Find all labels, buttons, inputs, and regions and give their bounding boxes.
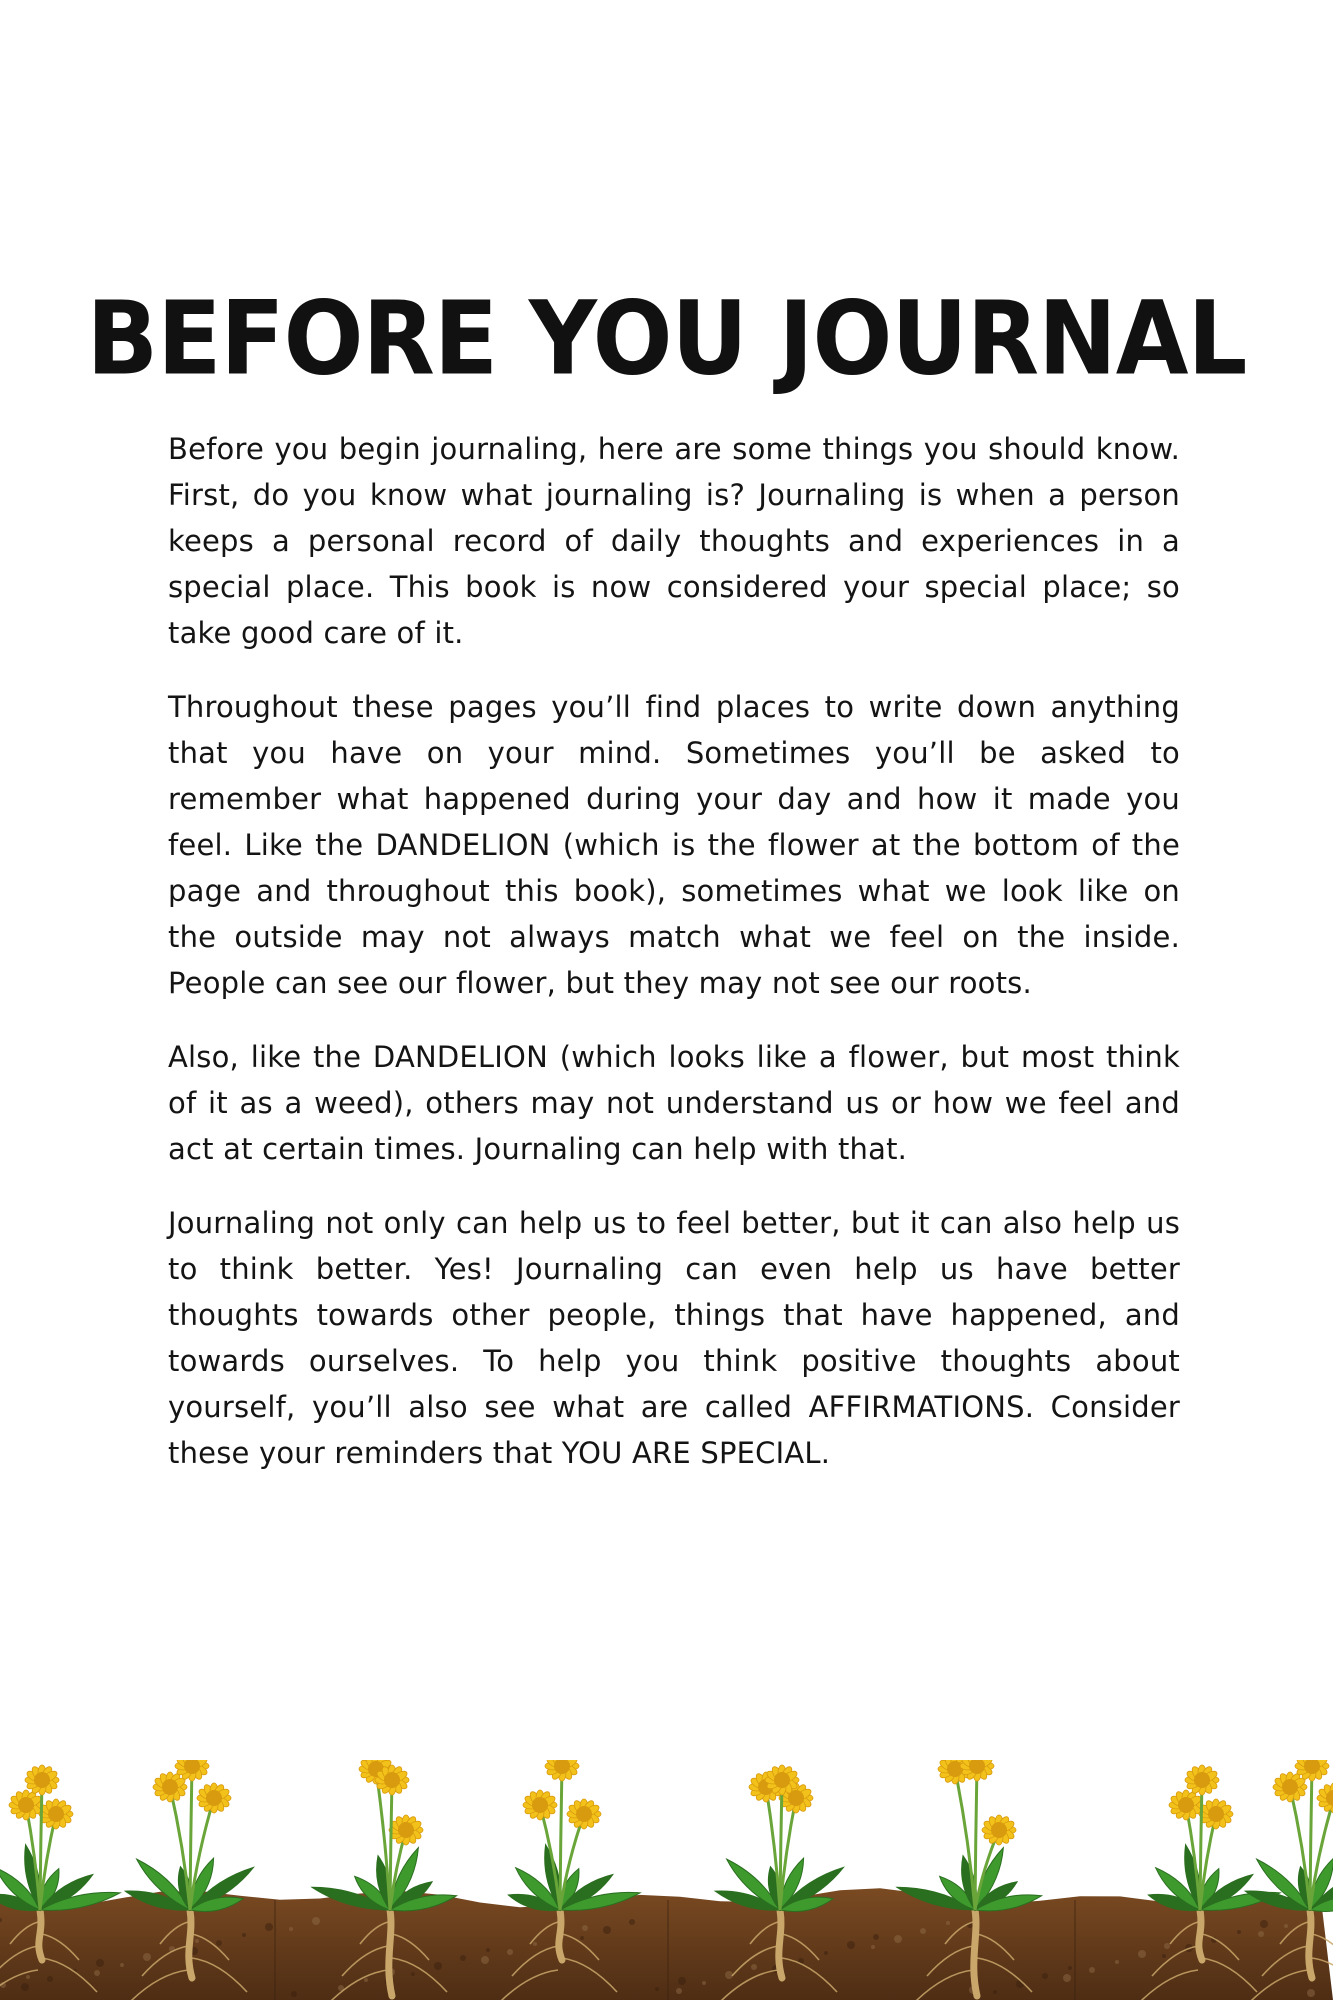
page-title: BEFORE YOU JOURNAL bbox=[86, 280, 1247, 399]
flower-center bbox=[206, 1790, 222, 1806]
soil-speck bbox=[434, 1962, 442, 1970]
soil-speck bbox=[993, 1990, 997, 1994]
soil-speck bbox=[265, 1923, 273, 1931]
soil-speck bbox=[411, 1972, 415, 1976]
soil-speck bbox=[603, 1926, 611, 1934]
soil-speck bbox=[94, 1970, 100, 1976]
soil-speck bbox=[533, 1942, 537, 1946]
taproot bbox=[189, 1910, 192, 1978]
flower-center bbox=[162, 1779, 178, 1795]
flower-center bbox=[1282, 1779, 1298, 1795]
soil-speck bbox=[1138, 1950, 1146, 1958]
flower-center bbox=[1194, 1772, 1210, 1788]
soil-speck bbox=[1068, 1966, 1072, 1970]
flower-center bbox=[532, 1797, 548, 1813]
soil-speck bbox=[629, 1919, 635, 1925]
soil-speck bbox=[242, 1933, 246, 1937]
flower-center bbox=[576, 1806, 592, 1822]
soil-speck bbox=[1089, 1967, 1095, 1973]
soil-speck bbox=[486, 1948, 490, 1952]
soil-speck bbox=[460, 1955, 466, 1961]
soil-speck bbox=[1260, 1920, 1268, 1928]
flower-center bbox=[991, 1822, 1007, 1838]
soil-speck bbox=[873, 1934, 879, 1940]
flower-center bbox=[947, 1761, 963, 1777]
flower-center bbox=[18, 1797, 34, 1813]
taproot bbox=[779, 1910, 782, 1978]
taproot bbox=[1199, 1910, 1202, 1960]
soil-speck bbox=[751, 1964, 757, 1970]
soil-speck bbox=[1042, 1973, 1048, 1979]
taproot bbox=[39, 1910, 42, 1960]
paragraph-dandelion: Also, like the DANDELION (which looks like a flower, but most think of it as a weed), others may not understand us or how we feel and act at certain times. Journaling can help with that. bbox=[168, 1040, 1180, 1166]
soil-speck bbox=[26, 1975, 30, 1979]
soil-speck bbox=[678, 1977, 686, 1985]
soil-speck bbox=[481, 1956, 489, 1964]
soil-speck bbox=[824, 1951, 828, 1955]
flower-center bbox=[398, 1822, 414, 1838]
flower-center bbox=[1208, 1806, 1224, 1822]
flower-center bbox=[384, 1772, 400, 1788]
soil-speck bbox=[1162, 1954, 1166, 1958]
soil-speck bbox=[580, 1936, 584, 1940]
dandelion-garden-icon bbox=[0, 1760, 1333, 2000]
soil-speck bbox=[871, 1945, 875, 1949]
flower-stem bbox=[560, 1766, 562, 1910]
paragraph-throughout: Throughout these pages you’ll find places to write down anything that you have on your mind. Sometimes you’ll be asked to remember what happened during your day and how it made you feel. Like the DANDELION (which is the flower at the bottom of the page and throughout this book), sometimes what we look like on the outside may not always match what we feel on the inside. People can see our flower, but they may not see our roots. bbox=[168, 690, 1180, 1000]
soil-speck bbox=[946, 1921, 950, 1925]
soil-speck bbox=[312, 1917, 320, 1925]
soil-speck bbox=[920, 1928, 926, 1934]
soil-speck bbox=[725, 1971, 733, 1979]
soil-speck bbox=[1237, 1930, 1241, 1934]
soil-speck bbox=[702, 1981, 706, 1985]
soil-speck bbox=[894, 1935, 902, 1943]
taproot bbox=[1309, 1910, 1312, 1978]
soil-speck bbox=[143, 1953, 151, 1961]
soil-speck bbox=[120, 1963, 124, 1967]
soil-speck bbox=[364, 1978, 368, 1982]
flower-center bbox=[1178, 1797, 1194, 1813]
soil-speck bbox=[507, 1949, 513, 1955]
soil-speck bbox=[1307, 1989, 1315, 1997]
soil-speck bbox=[1258, 1931, 1264, 1937]
soil-speck bbox=[216, 1940, 222, 1946]
soil-speck bbox=[847, 1941, 855, 1949]
body-text bbox=[168, 426, 1180, 1504]
flower-center bbox=[774, 1772, 790, 1788]
soil-speck bbox=[582, 1925, 588, 1931]
soil-speck bbox=[47, 1976, 53, 1982]
flower-center bbox=[34, 1772, 50, 1788]
taproot bbox=[389, 1910, 392, 1996]
soil-speck bbox=[21, 1983, 29, 1991]
soil-speck bbox=[1115, 1960, 1119, 1964]
dandelion-illustration bbox=[0, 1760, 1333, 2000]
soil-speck bbox=[1284, 1924, 1288, 1928]
taproot bbox=[559, 1910, 562, 1960]
flower-stem bbox=[975, 1766, 977, 1910]
soil-speck bbox=[195, 1939, 199, 1943]
soil-speck bbox=[291, 1991, 297, 1997]
soil-speck bbox=[676, 1988, 682, 1994]
paragraph-intro: Before you begin journaling, here are some things you should know. First, do you know what journaling is? Journaling is when a person keeps a personal record of daily thoughts and experiences in a special place. This book is now considered your special place; so take good care of it. bbox=[168, 432, 1180, 650]
soil-speck bbox=[289, 1927, 293, 1931]
flower-center bbox=[48, 1806, 64, 1822]
paragraph-affirmations: Journaling not only can help us to feel better, but it can also help us to think better. Yes! Journaling can even help us have better thoughts towards other people, things that have happened, and towards ourselves. To help you think positive thoughts about yourself, you’ll also see what are called AFFIRMATIONS. Consider these your reminders that YOU ARE SPECIAL. bbox=[168, 1206, 1180, 1470]
soil-speck bbox=[96, 1959, 104, 1967]
soil-speck bbox=[1063, 1974, 1071, 1982]
taproot bbox=[974, 1910, 977, 1996]
soil-speck bbox=[655, 1987, 659, 1991]
soil-speck bbox=[1164, 1943, 1170, 1949]
